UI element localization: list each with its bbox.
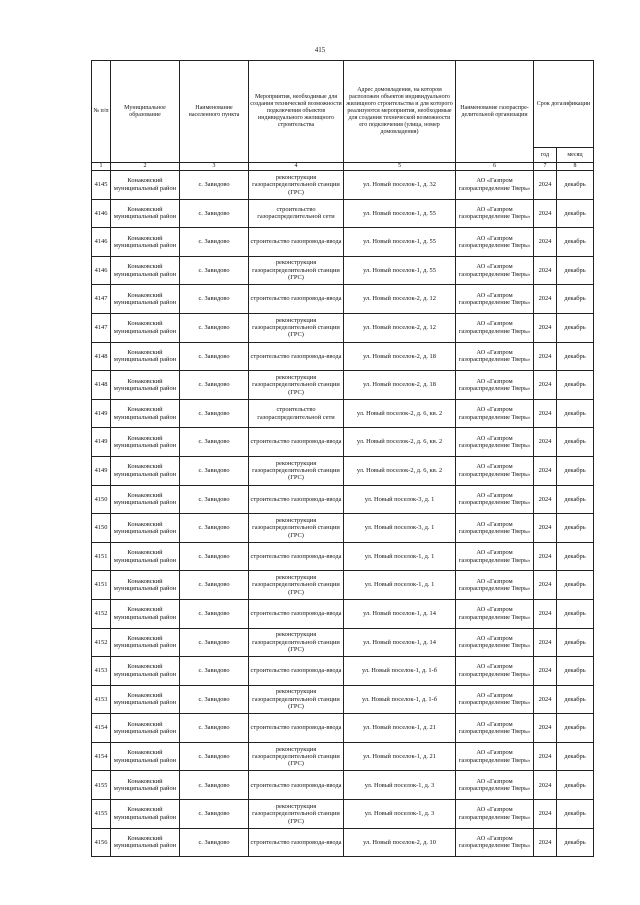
row-number: 4147 xyxy=(92,313,111,342)
municipality-cell: Конаковский муниципальный район xyxy=(111,485,180,514)
table-row xyxy=(92,628,594,657)
measure-cell: строительство газораспределительной сети xyxy=(249,399,344,428)
year-cell: 2024 xyxy=(534,171,557,200)
row-number: 4154 xyxy=(92,714,111,743)
measure-cell: строительство газопровода-ввода xyxy=(249,771,344,800)
month-cell: декабрь xyxy=(557,571,594,600)
month-cell: декабрь xyxy=(557,313,594,342)
month-cell: декабрь xyxy=(557,742,594,771)
month-cell: декабрь xyxy=(557,771,594,800)
org-cell: АО «Газпром газораспределение Тверь» xyxy=(456,228,534,257)
row-number: 4149 xyxy=(92,428,111,457)
month-cell: декабрь xyxy=(557,714,594,743)
settlement-cell: с. Завидово xyxy=(180,485,249,514)
measure-cell: строительство газопровода-ввода xyxy=(249,599,344,628)
year-cell: 2024 xyxy=(534,542,557,571)
org-cell: АО «Газпром газораспределение Тверь» xyxy=(456,714,534,743)
year-cell: 2024 xyxy=(534,828,557,857)
row-number: 4150 xyxy=(92,514,111,543)
measure-cell: реконструкция газораспределительной станции (ГРС) xyxy=(249,171,344,200)
column-number: 6 xyxy=(456,163,534,171)
municipality-cell: Конаковский муниципальный район xyxy=(111,514,180,543)
row-number: 4153 xyxy=(92,657,111,686)
address-cell: ул. Новый поселок-1, д. 32 xyxy=(344,171,456,200)
settlement-cell: с. Завидово xyxy=(180,428,249,457)
year-cell: 2024 xyxy=(534,571,557,600)
month-cell: декабрь xyxy=(557,599,594,628)
table-row xyxy=(92,399,594,428)
row-number: 4151 xyxy=(92,571,111,600)
table-row xyxy=(92,228,594,257)
org-cell: АО «Газпром газораспределение Тверь» xyxy=(456,399,534,428)
address-cell: ул. Новый поселок-2, д. 12 xyxy=(344,313,456,342)
table-row xyxy=(92,171,594,200)
settlement-cell: с. Завидово xyxy=(180,171,249,200)
year-cell: 2024 xyxy=(534,342,557,371)
settlement-cell: с. Завидово xyxy=(180,828,249,857)
table-row xyxy=(92,685,594,714)
measure-cell: реконструкция газораспределительной станции (ГРС) xyxy=(249,742,344,771)
row-number: 4155 xyxy=(92,800,111,829)
table-row xyxy=(92,485,594,514)
table-row xyxy=(92,828,594,857)
header-month: месяц xyxy=(557,148,594,163)
row-number: 4149 xyxy=(92,456,111,485)
measure-cell: реконструкция газораспределительной станции (ГРС) xyxy=(249,456,344,485)
municipality-cell: Конаковский муниципальный район xyxy=(111,199,180,228)
month-cell: декабрь xyxy=(557,514,594,543)
column-number: 8 xyxy=(557,163,594,171)
header-year: год xyxy=(534,148,557,163)
org-cell: АО «Газпром газораспределение Тверь» xyxy=(456,199,534,228)
year-cell: 2024 xyxy=(534,399,557,428)
org-cell: АО «Газпром газораспределение Тверь» xyxy=(456,800,534,829)
settlement-cell: с. Завидово xyxy=(180,399,249,428)
table-row xyxy=(92,342,594,371)
month-cell: декабрь xyxy=(557,342,594,371)
address-cell: ул. Новый поселок-1, д. 14 xyxy=(344,628,456,657)
municipality-cell: Конаковский муниципальный район xyxy=(111,771,180,800)
address-cell: ул. Новый поселок-2, д. 18 xyxy=(344,371,456,400)
org-cell: АО «Газпром газораспределение Тверь» xyxy=(456,628,534,657)
org-cell: АО «Газпром газораспределение Тверь» xyxy=(456,456,534,485)
table-body xyxy=(92,171,594,857)
org-cell: АО «Газпром газораспределение Тверь» xyxy=(456,485,534,514)
address-cell: ул. Новый поселок-3, д. 1 xyxy=(344,514,456,543)
measure-cell: строительство газопровода-ввода xyxy=(249,657,344,686)
table-row xyxy=(92,313,594,342)
row-number: 4149 xyxy=(92,399,111,428)
municipality-cell: Конаковский муниципальный район xyxy=(111,599,180,628)
org-cell: АО «Газпром газораспределение Тверь» xyxy=(456,371,534,400)
month-cell: декабрь xyxy=(557,285,594,314)
header-address: Адрес домовладения, на котором расположен объектов индивидуального жилищного строительства и для которого реализуются мероприятия, необходимые для создания технической возможности его подключения (улица, номер домовладения) xyxy=(344,61,456,163)
address-cell: ул. Новый поселок-2, д. 6, кв. 2 xyxy=(344,399,456,428)
table-row xyxy=(92,800,594,829)
measure-cell: реконструкция газораспределительной станции (ГРС) xyxy=(249,371,344,400)
table-row xyxy=(92,742,594,771)
municipality-cell: Конаковский муниципальный район xyxy=(111,571,180,600)
municipality-cell: Конаковский муниципальный район xyxy=(111,428,180,457)
measure-cell: реконструкция газораспределительной станции (ГРС) xyxy=(249,800,344,829)
table-row xyxy=(92,599,594,628)
municipality-cell: Конаковский муниципальный район xyxy=(111,828,180,857)
municipality-cell: Конаковский муниципальный район xyxy=(111,542,180,571)
municipality-cell: Конаковский муниципальный район xyxy=(111,313,180,342)
settlement-cell: с. Завидово xyxy=(180,228,249,257)
settlement-cell: с. Завидово xyxy=(180,571,249,600)
address-cell: ул. Новый поселок-1, д. 1-б xyxy=(344,685,456,714)
address-cell: ул. Новый поселок-2, д. 6, кв. 2 xyxy=(344,428,456,457)
settlement-cell: с. Завидово xyxy=(180,313,249,342)
settlement-cell: с. Завидово xyxy=(180,285,249,314)
org-cell: АО «Газпром газораспределение Тверь» xyxy=(456,599,534,628)
settlement-cell: с. Завидово xyxy=(180,342,249,371)
year-cell: 2024 xyxy=(534,599,557,628)
org-cell: АО «Газпром газораспределение Тверь» xyxy=(456,514,534,543)
table-row xyxy=(92,714,594,743)
year-cell: 2024 xyxy=(534,428,557,457)
row-number: 4152 xyxy=(92,628,111,657)
municipality-cell: Конаковский муниципальный район xyxy=(111,285,180,314)
row-number: 4146 xyxy=(92,228,111,257)
measure-cell: строительство газораспределительной сети xyxy=(249,199,344,228)
municipality-cell: Конаковский муниципальный район xyxy=(111,228,180,257)
month-cell: декабрь xyxy=(557,628,594,657)
municipality-cell: Конаковский муниципальный район xyxy=(111,371,180,400)
header-org: Наименование газораспре-делительной организации xyxy=(456,61,534,163)
year-cell: 2024 xyxy=(534,256,557,285)
header-num: № п/п xyxy=(92,61,111,163)
gasification-table xyxy=(91,60,594,857)
year-cell: 2024 xyxy=(534,485,557,514)
month-cell: декабрь xyxy=(557,228,594,257)
org-cell: АО «Газпром газораспределение Тверь» xyxy=(456,742,534,771)
org-cell: АО «Газпром газораспределение Тверь» xyxy=(456,828,534,857)
address-cell: ул. Новый поселок-1, д. 3 xyxy=(344,800,456,829)
measure-cell: строительство газопровода-ввода xyxy=(249,828,344,857)
settlement-cell: с. Завидово xyxy=(180,199,249,228)
address-cell: ул. Новый поселок-1, д. 55 xyxy=(344,228,456,257)
address-cell: ул. Новый поселок-1, д. 21 xyxy=(344,742,456,771)
year-cell: 2024 xyxy=(534,628,557,657)
org-cell: АО «Газпром газораспределение Тверь» xyxy=(456,657,534,686)
year-cell: 2024 xyxy=(534,514,557,543)
org-cell: АО «Газпром газораспределение Тверь» xyxy=(456,571,534,600)
year-cell: 2024 xyxy=(534,228,557,257)
row-number: 4145 xyxy=(92,171,111,200)
row-number: 4151 xyxy=(92,542,111,571)
measure-cell: реконструкция газораспределительной станции (ГРС) xyxy=(249,628,344,657)
table-row xyxy=(92,542,594,571)
column-number: 2 xyxy=(111,163,180,171)
measure-cell: строительство газопровода-ввода xyxy=(249,542,344,571)
column-numbers-row xyxy=(92,163,594,171)
row-number: 4153 xyxy=(92,685,111,714)
month-cell: декабрь xyxy=(557,171,594,200)
year-cell: 2024 xyxy=(534,371,557,400)
measure-cell: реконструкция газораспределительной станции (ГРС) xyxy=(249,256,344,285)
year-cell: 2024 xyxy=(534,685,557,714)
header-term: Срок догазификации xyxy=(534,61,594,148)
table-row xyxy=(92,285,594,314)
settlement-cell: с. Завидово xyxy=(180,256,249,285)
table-row xyxy=(92,199,594,228)
year-cell: 2024 xyxy=(534,657,557,686)
year-cell: 2024 xyxy=(534,285,557,314)
org-cell: АО «Газпром газораспределение Тверь» xyxy=(456,685,534,714)
table-row xyxy=(92,428,594,457)
row-number: 4150 xyxy=(92,485,111,514)
month-cell: декабрь xyxy=(557,199,594,228)
header-measures: Мероприятия, необходимые для создания технической возможности подключения объектов индивидуального жилищного строительства xyxy=(249,61,344,163)
address-cell: ул. Новый поселок-1, д. 1 xyxy=(344,542,456,571)
row-number: 4156 xyxy=(92,828,111,857)
row-number: 4146 xyxy=(92,256,111,285)
measure-cell: реконструкция газораспределительной станции (ГРС) xyxy=(249,685,344,714)
month-cell: декабрь xyxy=(557,371,594,400)
measure-cell: строительство газопровода-ввода xyxy=(249,285,344,314)
month-cell: декабрь xyxy=(557,456,594,485)
year-cell: 2024 xyxy=(534,800,557,829)
municipality-cell: Конаковский муниципальный район xyxy=(111,742,180,771)
year-cell: 2024 xyxy=(534,199,557,228)
municipality-cell: Конаковский муниципальный район xyxy=(111,685,180,714)
month-cell: декабрь xyxy=(557,800,594,829)
org-cell: АО «Газпром газораспределение Тверь» xyxy=(456,428,534,457)
table-row xyxy=(92,514,594,543)
address-cell: ул. Новый поселок-2, д. 18 xyxy=(344,342,456,371)
header-municipality: Муниципальное образование xyxy=(111,61,180,163)
year-cell: 2024 xyxy=(534,771,557,800)
municipality-cell: Конаковский муниципальный район xyxy=(111,399,180,428)
address-cell: ул. Новый поселок-3, д. 1 xyxy=(344,485,456,514)
month-cell: декабрь xyxy=(557,485,594,514)
month-cell: декабрь xyxy=(557,685,594,714)
settlement-cell: с. Завидово xyxy=(180,514,249,543)
year-cell: 2024 xyxy=(534,742,557,771)
measure-cell: строительство газопровода-ввода xyxy=(249,342,344,371)
row-number: 4147 xyxy=(92,285,111,314)
municipality-cell: Конаковский муниципальный район xyxy=(111,342,180,371)
month-cell: декабрь xyxy=(557,399,594,428)
row-number: 4148 xyxy=(92,371,111,400)
municipality-cell: Конаковский муниципальный район xyxy=(111,657,180,686)
measure-cell: строительство газопровода-ввода xyxy=(249,228,344,257)
column-number: 4 xyxy=(249,163,344,171)
column-number: 3 xyxy=(180,163,249,171)
municipality-cell: Конаковский муниципальный район xyxy=(111,628,180,657)
address-cell: ул. Новый поселок-1, д. 1-б xyxy=(344,657,456,686)
page-number: 415 xyxy=(314,46,326,54)
municipality-cell: Конаковский муниципальный район xyxy=(111,714,180,743)
address-cell: ул. Новый поселок-1, д. 21 xyxy=(344,714,456,743)
address-cell: ул. Новый поселок-1, д. 55 xyxy=(344,199,456,228)
address-cell: ул. Новый поселок-1, д. 14 xyxy=(344,599,456,628)
municipality-cell: Конаковский муниципальный район xyxy=(111,800,180,829)
header-settlement: Наименование населенного пункта xyxy=(180,61,249,163)
table-row xyxy=(92,256,594,285)
measure-cell: строительство газопровода-ввода xyxy=(249,485,344,514)
address-cell: ул. Новый поселок-2, д. 12 xyxy=(344,285,456,314)
settlement-cell: с. Завидово xyxy=(180,542,249,571)
row-number: 4154 xyxy=(92,742,111,771)
municipality-cell: Конаковский муниципальный район xyxy=(111,256,180,285)
org-cell: АО «Газпром газораспределение Тверь» xyxy=(456,342,534,371)
org-cell: АО «Газпром газораспределение Тверь» xyxy=(456,771,534,800)
measure-cell: строительство газопровода-ввода xyxy=(249,428,344,457)
table-row xyxy=(92,571,594,600)
org-cell: АО «Газпром газораспределение Тверь» xyxy=(456,256,534,285)
org-cell: АО «Газпром газораспределение Тверь» xyxy=(456,313,534,342)
measure-cell: реконструкция газораспределительной станции (ГРС) xyxy=(249,571,344,600)
settlement-cell: с. Завидово xyxy=(180,371,249,400)
row-number: 4146 xyxy=(92,199,111,228)
settlement-cell: с. Завидово xyxy=(180,657,249,686)
column-number: 5 xyxy=(344,163,456,171)
org-cell: АО «Газпром газораспределение Тверь» xyxy=(456,542,534,571)
measure-cell: реконструкция газораспределительной станции (ГРС) xyxy=(249,313,344,342)
measure-cell: строительство газопровода-ввода xyxy=(249,714,344,743)
address-cell: ул. Новый поселок-2, д. 10 xyxy=(344,828,456,857)
settlement-cell: с. Завидово xyxy=(180,800,249,829)
settlement-cell: с. Завидово xyxy=(180,456,249,485)
month-cell: декабрь xyxy=(557,256,594,285)
address-cell: ул. Новый поселок-1, д. 1 xyxy=(344,571,456,600)
settlement-cell: с. Завидово xyxy=(180,742,249,771)
month-cell: декабрь xyxy=(557,428,594,457)
row-number: 4155 xyxy=(92,771,111,800)
org-cell: АО «Газпром газораспределение Тверь» xyxy=(456,285,534,314)
month-cell: декабрь xyxy=(557,542,594,571)
column-number: 1 xyxy=(92,163,111,171)
row-number: 4148 xyxy=(92,342,111,371)
year-cell: 2024 xyxy=(534,456,557,485)
table-row xyxy=(92,771,594,800)
settlement-cell: с. Завидово xyxy=(180,685,249,714)
settlement-cell: с. Завидово xyxy=(180,771,249,800)
address-cell: ул. Новый поселок-1, д. 3 xyxy=(344,771,456,800)
settlement-cell: с. Завидово xyxy=(180,599,249,628)
measure-cell: реконструкция газораспределительной станции (ГРС) xyxy=(249,514,344,543)
municipality-cell: Конаковский муниципальный район xyxy=(111,171,180,200)
settlement-cell: с. Завидово xyxy=(180,714,249,743)
table-row xyxy=(92,371,594,400)
table-row xyxy=(92,456,594,485)
municipality-cell: Конаковский муниципальный район xyxy=(111,456,180,485)
column-number: 7 xyxy=(534,163,557,171)
address-cell: ул. Новый поселок-2, д. 6, кв. 2 xyxy=(344,456,456,485)
settlement-cell: с. Завидово xyxy=(180,628,249,657)
address-cell: ул. Новый поселок-1, д. 55 xyxy=(344,256,456,285)
table-row xyxy=(92,657,594,686)
year-cell: 2024 xyxy=(534,313,557,342)
year-cell: 2024 xyxy=(534,714,557,743)
org-cell: АО «Газпром газораспределение Тверь» xyxy=(456,171,534,200)
month-cell: декабрь xyxy=(557,657,594,686)
row-number: 4152 xyxy=(92,599,111,628)
month-cell: декабрь xyxy=(557,828,594,857)
